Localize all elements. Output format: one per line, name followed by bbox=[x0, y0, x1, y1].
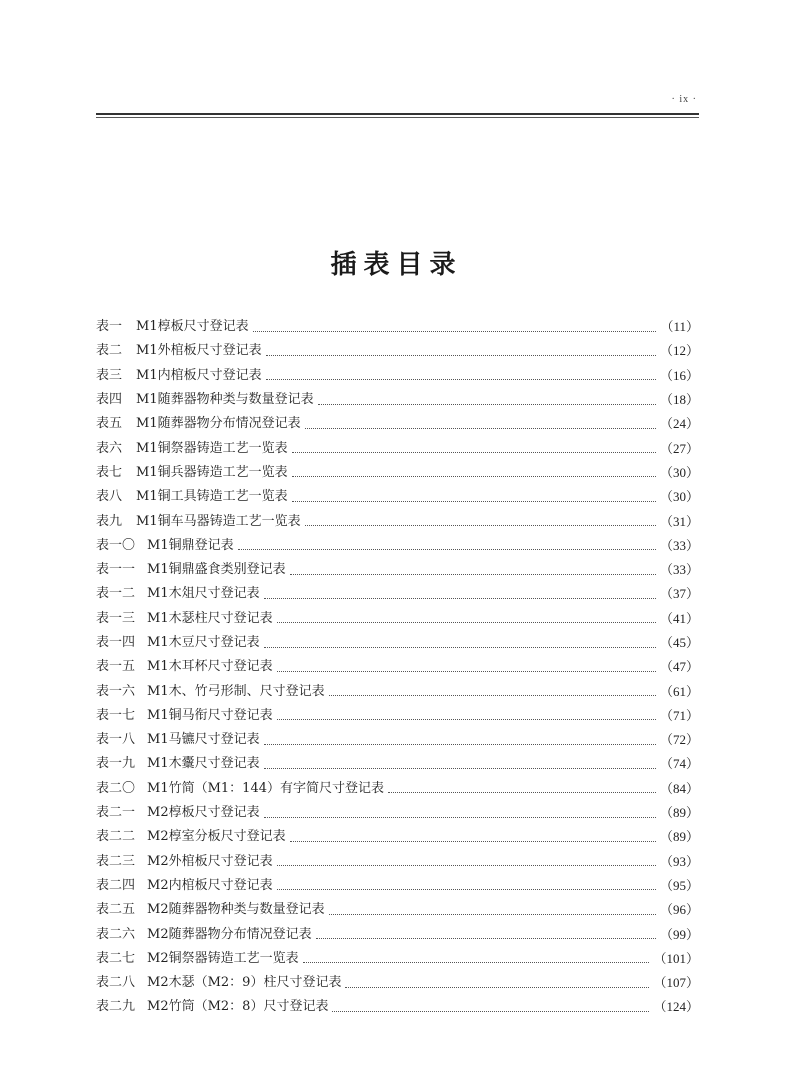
toc-dot-leader bbox=[277, 889, 656, 890]
toc-entry[interactable] bbox=[96, 995, 699, 1019]
toc-entry-page: （61） bbox=[659, 683, 699, 699]
toc-entry-label: 表一八 bbox=[96, 732, 136, 748]
toc-dot-leader bbox=[292, 476, 656, 477]
toc-dot-leader bbox=[277, 865, 656, 866]
toc-entry-page: （30） bbox=[659, 489, 699, 505]
toc-entry[interactable] bbox=[96, 679, 699, 703]
toc-entry[interactable] bbox=[96, 825, 699, 849]
toc-dot-leader bbox=[316, 938, 656, 939]
toc-entry-title: M1铜兵器铸造工艺一览表 bbox=[136, 464, 288, 480]
page-number: · ix · bbox=[671, 94, 697, 105]
toc-entry-title: M2木瑟（M2：9）柱尺寸登记表 bbox=[147, 975, 342, 991]
toc-entry-title: M1马镳尺寸登记表 bbox=[147, 732, 260, 748]
toc-dot-leader bbox=[345, 987, 649, 988]
toc-entry-page: （18） bbox=[659, 392, 699, 408]
toc-entry-label: 表七 bbox=[96, 464, 123, 480]
toc-entry-page: （71） bbox=[659, 707, 699, 723]
toc-entry-title: M1木豆尺寸登记表 bbox=[147, 635, 260, 650]
toc-entry[interactable] bbox=[96, 704, 699, 728]
toc-entry[interactable] bbox=[96, 655, 699, 679]
toc-entry-title: M1木櫜尺寸登记表 bbox=[147, 756, 260, 772]
toc-entry-page: （37） bbox=[659, 586, 699, 602]
toc-dot-leader bbox=[290, 574, 656, 575]
toc-entry[interactable] bbox=[96, 607, 699, 631]
toc-entry[interactable] bbox=[96, 922, 699, 946]
toc-entry-label: 表一五 bbox=[96, 659, 136, 675]
toc-entry[interactable] bbox=[96, 412, 699, 436]
toc-dot-leader bbox=[277, 719, 656, 720]
toc-entry-label: 表一六 bbox=[96, 683, 136, 699]
toc-entry-page: （93） bbox=[659, 853, 699, 869]
toc-entry[interactable] bbox=[96, 509, 699, 533]
toc-entry-label: 表一 bbox=[96, 319, 123, 335]
toc-entry-page: （31） bbox=[659, 513, 699, 529]
toc-entry-label: 表二〇 bbox=[96, 780, 136, 796]
toc-entry-title: M1竹简（M1：144）有字简尺寸登记表 bbox=[147, 780, 384, 796]
toc-entry-title: M2椁室分板尺寸登记表 bbox=[147, 829, 286, 845]
toc-dot-leader bbox=[277, 622, 656, 623]
toc-entry-label: 表二二 bbox=[96, 829, 136, 845]
toc-entry-title: M2外棺板尺寸登记表 bbox=[147, 853, 273, 869]
toc-entry-page: （33） bbox=[659, 562, 699, 578]
toc-dot-leader bbox=[305, 525, 656, 526]
toc-entry-label: 表八 bbox=[96, 489, 123, 505]
toc-entry-label: 表三 bbox=[96, 367, 123, 383]
toc-entry-title: M1随葬器物种类与数量登记表 bbox=[136, 392, 314, 408]
toc-entry-label: 表二八 bbox=[96, 975, 136, 991]
toc-entry-page: （16） bbox=[659, 367, 699, 383]
toc-entry-label: 表一二 bbox=[96, 586, 136, 602]
toc-dot-leader bbox=[292, 501, 656, 502]
toc-entry-title: M1铜工具铸造工艺一览表 bbox=[136, 489, 288, 505]
toc-dot-leader bbox=[332, 1011, 649, 1012]
toc-entry-label: 表二四 bbox=[96, 877, 136, 893]
toc-entry-page: （89） bbox=[659, 829, 699, 845]
toc-entry-label: 表二九 bbox=[96, 999, 136, 1015]
toc-entry-label: 表二六 bbox=[96, 926, 136, 942]
toc-dot-leader bbox=[303, 962, 650, 963]
toc-entry-title: M1外棺板尺寸登记表 bbox=[136, 343, 262, 359]
toc-entry[interactable] bbox=[96, 631, 699, 655]
toc-entry-title: M1铜车马器铸造工艺一览表 bbox=[136, 513, 301, 529]
toc-entry-page: （72） bbox=[659, 732, 699, 748]
toc-entry-title: M1内棺板尺寸登记表 bbox=[136, 367, 262, 383]
toc-entry-title: M2内棺板尺寸登记表 bbox=[147, 877, 273, 893]
toc-entry[interactable] bbox=[96, 898, 699, 922]
toc-dot-leader bbox=[264, 817, 656, 818]
toc-entry-label: 表二七 bbox=[96, 950, 136, 966]
toc-dot-leader bbox=[264, 598, 656, 599]
toc-entry-label: 表二三 bbox=[96, 853, 136, 869]
toc-entry-page: （24） bbox=[659, 416, 699, 432]
toc-entry-label: 表四 bbox=[96, 392, 123, 408]
toc-entry-title: M1铜马衔尺寸登记表 bbox=[147, 707, 273, 723]
toc-entry-page: （41） bbox=[659, 610, 699, 626]
toc-entry-page: （45） bbox=[659, 635, 699, 650]
toc-entry[interactable] bbox=[96, 947, 699, 971]
toc-dot-leader bbox=[290, 841, 656, 842]
toc-dot-leader bbox=[318, 404, 656, 405]
toc-entry-page: （124） bbox=[653, 999, 699, 1015]
toc-entry-label: 表一〇 bbox=[96, 537, 136, 553]
header-rule-thin bbox=[96, 117, 699, 118]
toc-entry-title: M1铜鼎盛食类别登记表 bbox=[147, 562, 286, 578]
toc-entry[interactable] bbox=[96, 388, 699, 412]
toc-entry-label: 表一九 bbox=[96, 756, 136, 772]
toc-entry-page: （33） bbox=[659, 537, 699, 553]
toc-entry-label: 表一七 bbox=[96, 707, 136, 723]
toc-entry-page: （99） bbox=[659, 926, 699, 942]
toc-entry-title: M2铜祭器铸造工艺一览表 bbox=[147, 950, 299, 966]
toc-entry-title: M1随葬器物分布情况登记表 bbox=[136, 416, 301, 432]
toc-entry-label: 表一四 bbox=[96, 635, 136, 650]
toc-dot-leader bbox=[266, 355, 656, 356]
toc-entry-page: （101） bbox=[653, 950, 699, 966]
toc-entry-label: 表一三 bbox=[96, 610, 136, 626]
toc-entry-label: 表一一 bbox=[96, 562, 136, 578]
toc-dot-leader bbox=[329, 914, 656, 915]
toc-dot-leader bbox=[292, 452, 656, 453]
toc-dot-leader bbox=[264, 744, 656, 745]
toc-entry[interactable] bbox=[96, 777, 699, 801]
toc-entry[interactable] bbox=[96, 558, 699, 582]
toc-entry-page: （11） bbox=[660, 319, 699, 335]
toc-entry[interactable] bbox=[96, 534, 699, 558]
toc-entry[interactable] bbox=[96, 971, 699, 995]
toc-entry-label: 表二一 bbox=[96, 805, 136, 821]
toc-dot-leader bbox=[305, 428, 656, 429]
toc-entry-title: M1铜祭器铸造工艺一览表 bbox=[136, 440, 288, 456]
toc-entry-title: M1木耳杯尺寸登记表 bbox=[147, 659, 273, 675]
toc-entry[interactable] bbox=[96, 339, 699, 363]
toc-entry[interactable] bbox=[96, 461, 699, 485]
toc-entry[interactable] bbox=[96, 485, 699, 509]
toc-entry-page: （96） bbox=[659, 902, 699, 918]
toc-dot-leader bbox=[266, 379, 656, 380]
toc-entry-title: M2椁板尺寸登记表 bbox=[147, 805, 260, 821]
toc-entry-label: 表五 bbox=[96, 416, 123, 432]
page-title: 插表目录 bbox=[330, 250, 463, 280]
toc-entry-title: M1木瑟柱尺寸登记表 bbox=[147, 610, 273, 626]
toc-dot-leader bbox=[277, 671, 656, 672]
toc-entry-label: 表九 bbox=[96, 513, 123, 529]
toc-dot-leader bbox=[253, 331, 657, 332]
toc-entry[interactable] bbox=[96, 752, 699, 776]
toc-entry-title: M1木、竹弓形制、尺寸登记表 bbox=[147, 683, 325, 699]
toc-dot-leader bbox=[388, 792, 656, 793]
toc-dot-leader bbox=[238, 549, 656, 550]
toc-entry-page: （27） bbox=[659, 440, 699, 456]
toc-entry-title: M2随葬器物分布情况登记表 bbox=[147, 926, 312, 942]
toc-entry-page: （107） bbox=[653, 975, 699, 991]
toc-entry[interactable] bbox=[96, 874, 699, 898]
toc-entry-page: （89） bbox=[659, 805, 699, 821]
toc-entry-page: （74） bbox=[659, 756, 699, 772]
toc-dot-leader bbox=[329, 695, 656, 696]
toc-entry-title: M1木俎尺寸登记表 bbox=[147, 586, 260, 602]
toc-dot-leader bbox=[264, 768, 656, 769]
toc-entry-label: 表六 bbox=[96, 440, 123, 456]
toc-entry-page: （84） bbox=[659, 780, 699, 796]
toc-entry-title: M1铜鼎登记表 bbox=[147, 537, 234, 553]
toc-entry-title: M2随葬器物种类与数量登记表 bbox=[147, 902, 325, 918]
toc-entry[interactable] bbox=[96, 582, 699, 606]
toc-entry-title: M2竹筒（M2：8）尺寸登记表 bbox=[147, 999, 329, 1015]
toc-entry-label: 表二 bbox=[96, 343, 123, 359]
toc-entry[interactable] bbox=[96, 801, 699, 825]
toc-entry-page: （30） bbox=[659, 464, 699, 480]
toc-entry-page: （95） bbox=[659, 877, 699, 893]
toc-entry[interactable] bbox=[96, 436, 699, 460]
toc-entry[interactable] bbox=[96, 728, 699, 752]
toc-entry[interactable] bbox=[96, 850, 699, 874]
toc-entry-page: （12） bbox=[659, 343, 699, 359]
header-rule-thick bbox=[96, 113, 699, 115]
toc-entry[interactable] bbox=[96, 364, 699, 388]
toc-entry-label: 表二五 bbox=[96, 902, 136, 918]
toc-entry-title: M1椁板尺寸登记表 bbox=[136, 319, 249, 335]
toc-entry-page: （47） bbox=[659, 659, 699, 675]
table-of-contents bbox=[96, 315, 699, 1020]
toc-entry[interactable] bbox=[96, 315, 699, 339]
toc-dot-leader bbox=[264, 647, 656, 648]
